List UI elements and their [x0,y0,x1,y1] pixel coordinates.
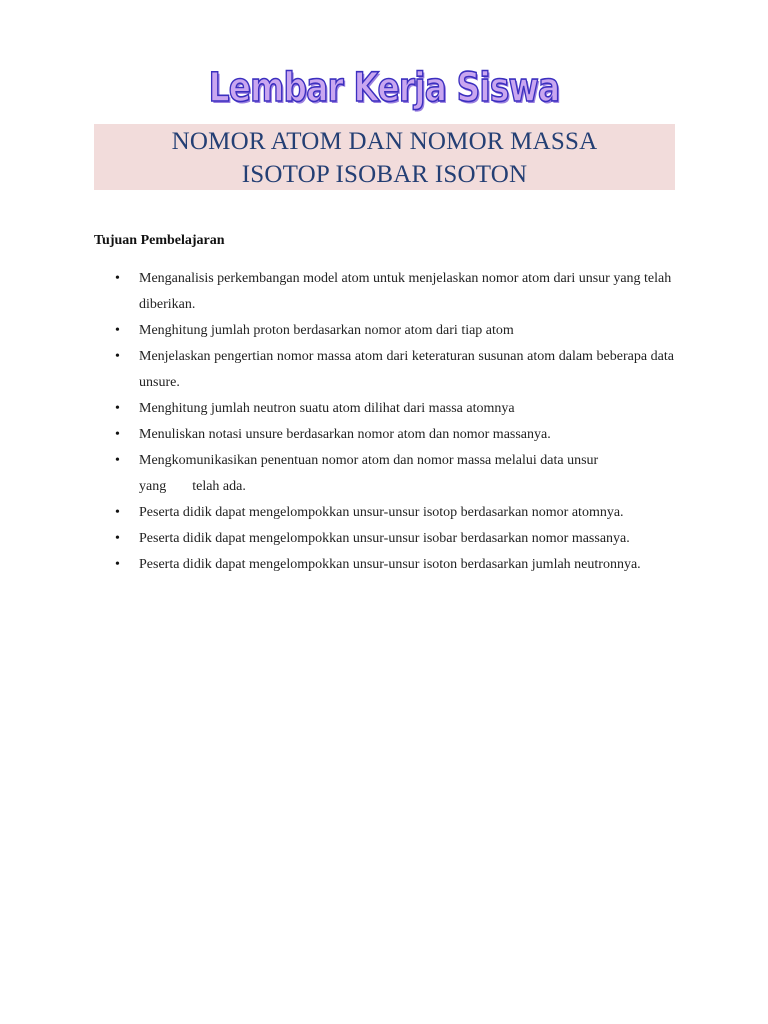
list-item [0,552,768,578]
bullet-icon: • [115,349,120,364]
bullet-icon: • [115,323,120,338]
bullet-icon: • [115,531,120,546]
list-item [0,448,768,500]
bullet-icon: • [115,401,120,416]
bullet-icon: • [115,427,120,442]
list-item [0,318,768,344]
objective-text: Menjelaskan pengertian nomor massa atom dari keteraturan susunan atom dalam beberapa data unsure. [139,349,674,390]
objective-text: Peserta didik dapat mengelompokkan unsur-unsur isoton berdasarkan jumlah neutronnya. [139,557,641,572]
objective-text: Menghitung jumlah proton berdasarkan nomor atom dari tiap atom [139,323,514,338]
list-item [0,500,768,526]
section-heading: Tujuan Pembelajaran [94,233,225,248]
objective-text: Menuliskan notasi unsure berdasarkan nomor atom dan nomor massanya. [139,427,551,442]
title-box [94,124,675,190]
list-item [0,344,768,396]
objectives-list [0,266,768,578]
bullet-icon: • [115,453,120,468]
objective-text-line: Mengkomunikasikan penentuan nomor atom dan nomor massa melalui data unsur [139,453,599,468]
objective-text: Menganalisis perkembangan model atom untuk menjelaskan nomor atom dari unsur yang telah diberikan. [139,271,672,312]
list-item [0,422,768,448]
bullet-icon: • [115,557,120,572]
objective-continuation-b: telah ada. [192,479,246,494]
bullet-icon: • [115,271,120,286]
list-item [0,266,768,318]
bullet-icon: • [115,505,120,520]
title-line-2: ISOTOP ISOBAR ISOTON [241,161,528,188]
list-item [0,396,768,422]
title-line-1: NOMOR ATOM DAN NOMOR MASSA [171,128,598,155]
wordart-title: Lembar Kerja Siswa [208,65,560,111]
objective-text: Menghitung jumlah neutron suatu atom dilihat dari massa atomnya [139,401,515,416]
objective-text: Peserta didik dapat mengelompokkan unsur-unsur isobar berdasarkan nomor massanya. [139,531,630,546]
objective-continuation-a: yang [139,479,167,494]
list-item [0,526,768,552]
objective-text [139,448,674,500]
objective-text: Peserta didik dapat mengelompokkan unsur-unsur isotop berdasarkan nomor atomnya. [139,505,624,520]
